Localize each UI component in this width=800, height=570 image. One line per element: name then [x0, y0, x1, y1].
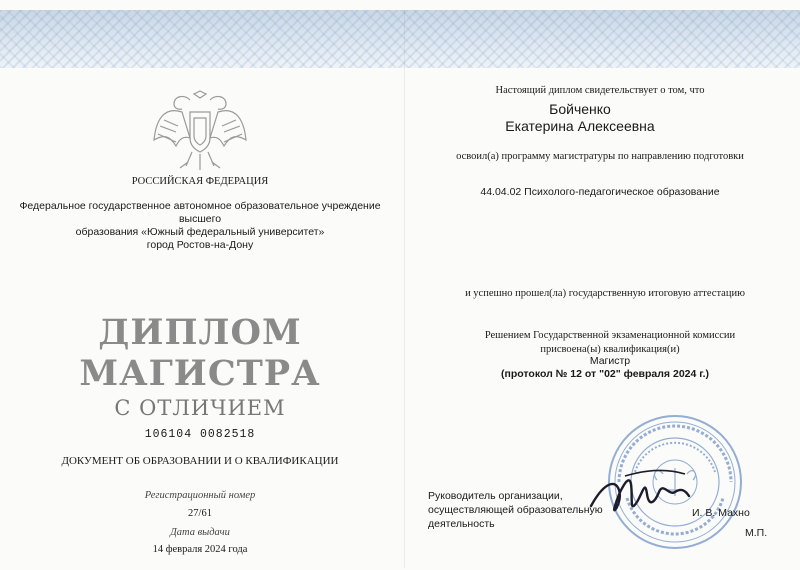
intro-text: Настоящий диплом свидетельствует о том, что	[495, 85, 705, 96]
diploma-title-line2: МАГИСТРА	[79, 353, 321, 394]
page-fold	[404, 10, 405, 568]
attestation-text: и успешно прошел(ла) государственную итоговую аттестацию	[465, 288, 745, 299]
institution-block	[10, 200, 390, 252]
signature-icon	[585, 466, 695, 526]
program-text: освоил(а) программу магистратуры по направлению подготовки	[456, 151, 744, 162]
specialty: 44.04.02 Психолого-педагогическое образование	[480, 186, 720, 198]
document-type: ДОКУМЕНТ ОБ ОБРАЗОВАНИИ И О КВАЛИФИКАЦИИ	[61, 455, 339, 467]
head-title	[428, 489, 608, 531]
head-title-line: деятельность	[428, 518, 495, 530]
issue-date: 14 февраля 2024 года	[152, 544, 248, 555]
commission-line2: присвоена(ы) квалификация(и)	[540, 344, 680, 355]
head-title-line: Руководитель организации,	[428, 490, 563, 502]
diploma-title-line1: ДИПЛОМ	[98, 312, 302, 353]
registration-number: 27/61	[188, 508, 212, 519]
head-name: И. В. Махно	[692, 507, 750, 519]
institution-line: образования «Южный федеральный университет»	[75, 226, 325, 238]
issue-date-label: Дата выдачи	[170, 527, 230, 538]
head-title-line: осуществляющей образовательную	[428, 504, 603, 516]
registration-label: Регистрационный номер	[144, 490, 256, 501]
serial-number: 106104 0082518	[144, 428, 256, 441]
qualification: Магистр	[589, 355, 631, 367]
institution-line: город Ростов-на-Дону	[146, 239, 254, 251]
mp-mark: М.П.	[745, 527, 768, 539]
graduate-surname: Бойченко	[549, 101, 611, 117]
protocol: (протокол № 12 от "02" февраля 2024 г.)	[501, 368, 709, 380]
diploma-title-line3: С ОТЛИЧИЕМ	[114, 396, 286, 420]
commission-line1: Решением Государственной экзаменационной комиссии	[484, 330, 736, 341]
institution-line: Федеральное государственное автономное образовательное учреждение высшего	[19, 200, 381, 225]
graduate-given-names: Екатерина Алексеевна	[505, 118, 655, 134]
decorative-band	[0, 10, 800, 68]
coat-of-arms-icon	[150, 90, 250, 172]
country-name: РОССИЙСКАЯ ФЕДЕРАЦИЯ	[131, 176, 269, 187]
